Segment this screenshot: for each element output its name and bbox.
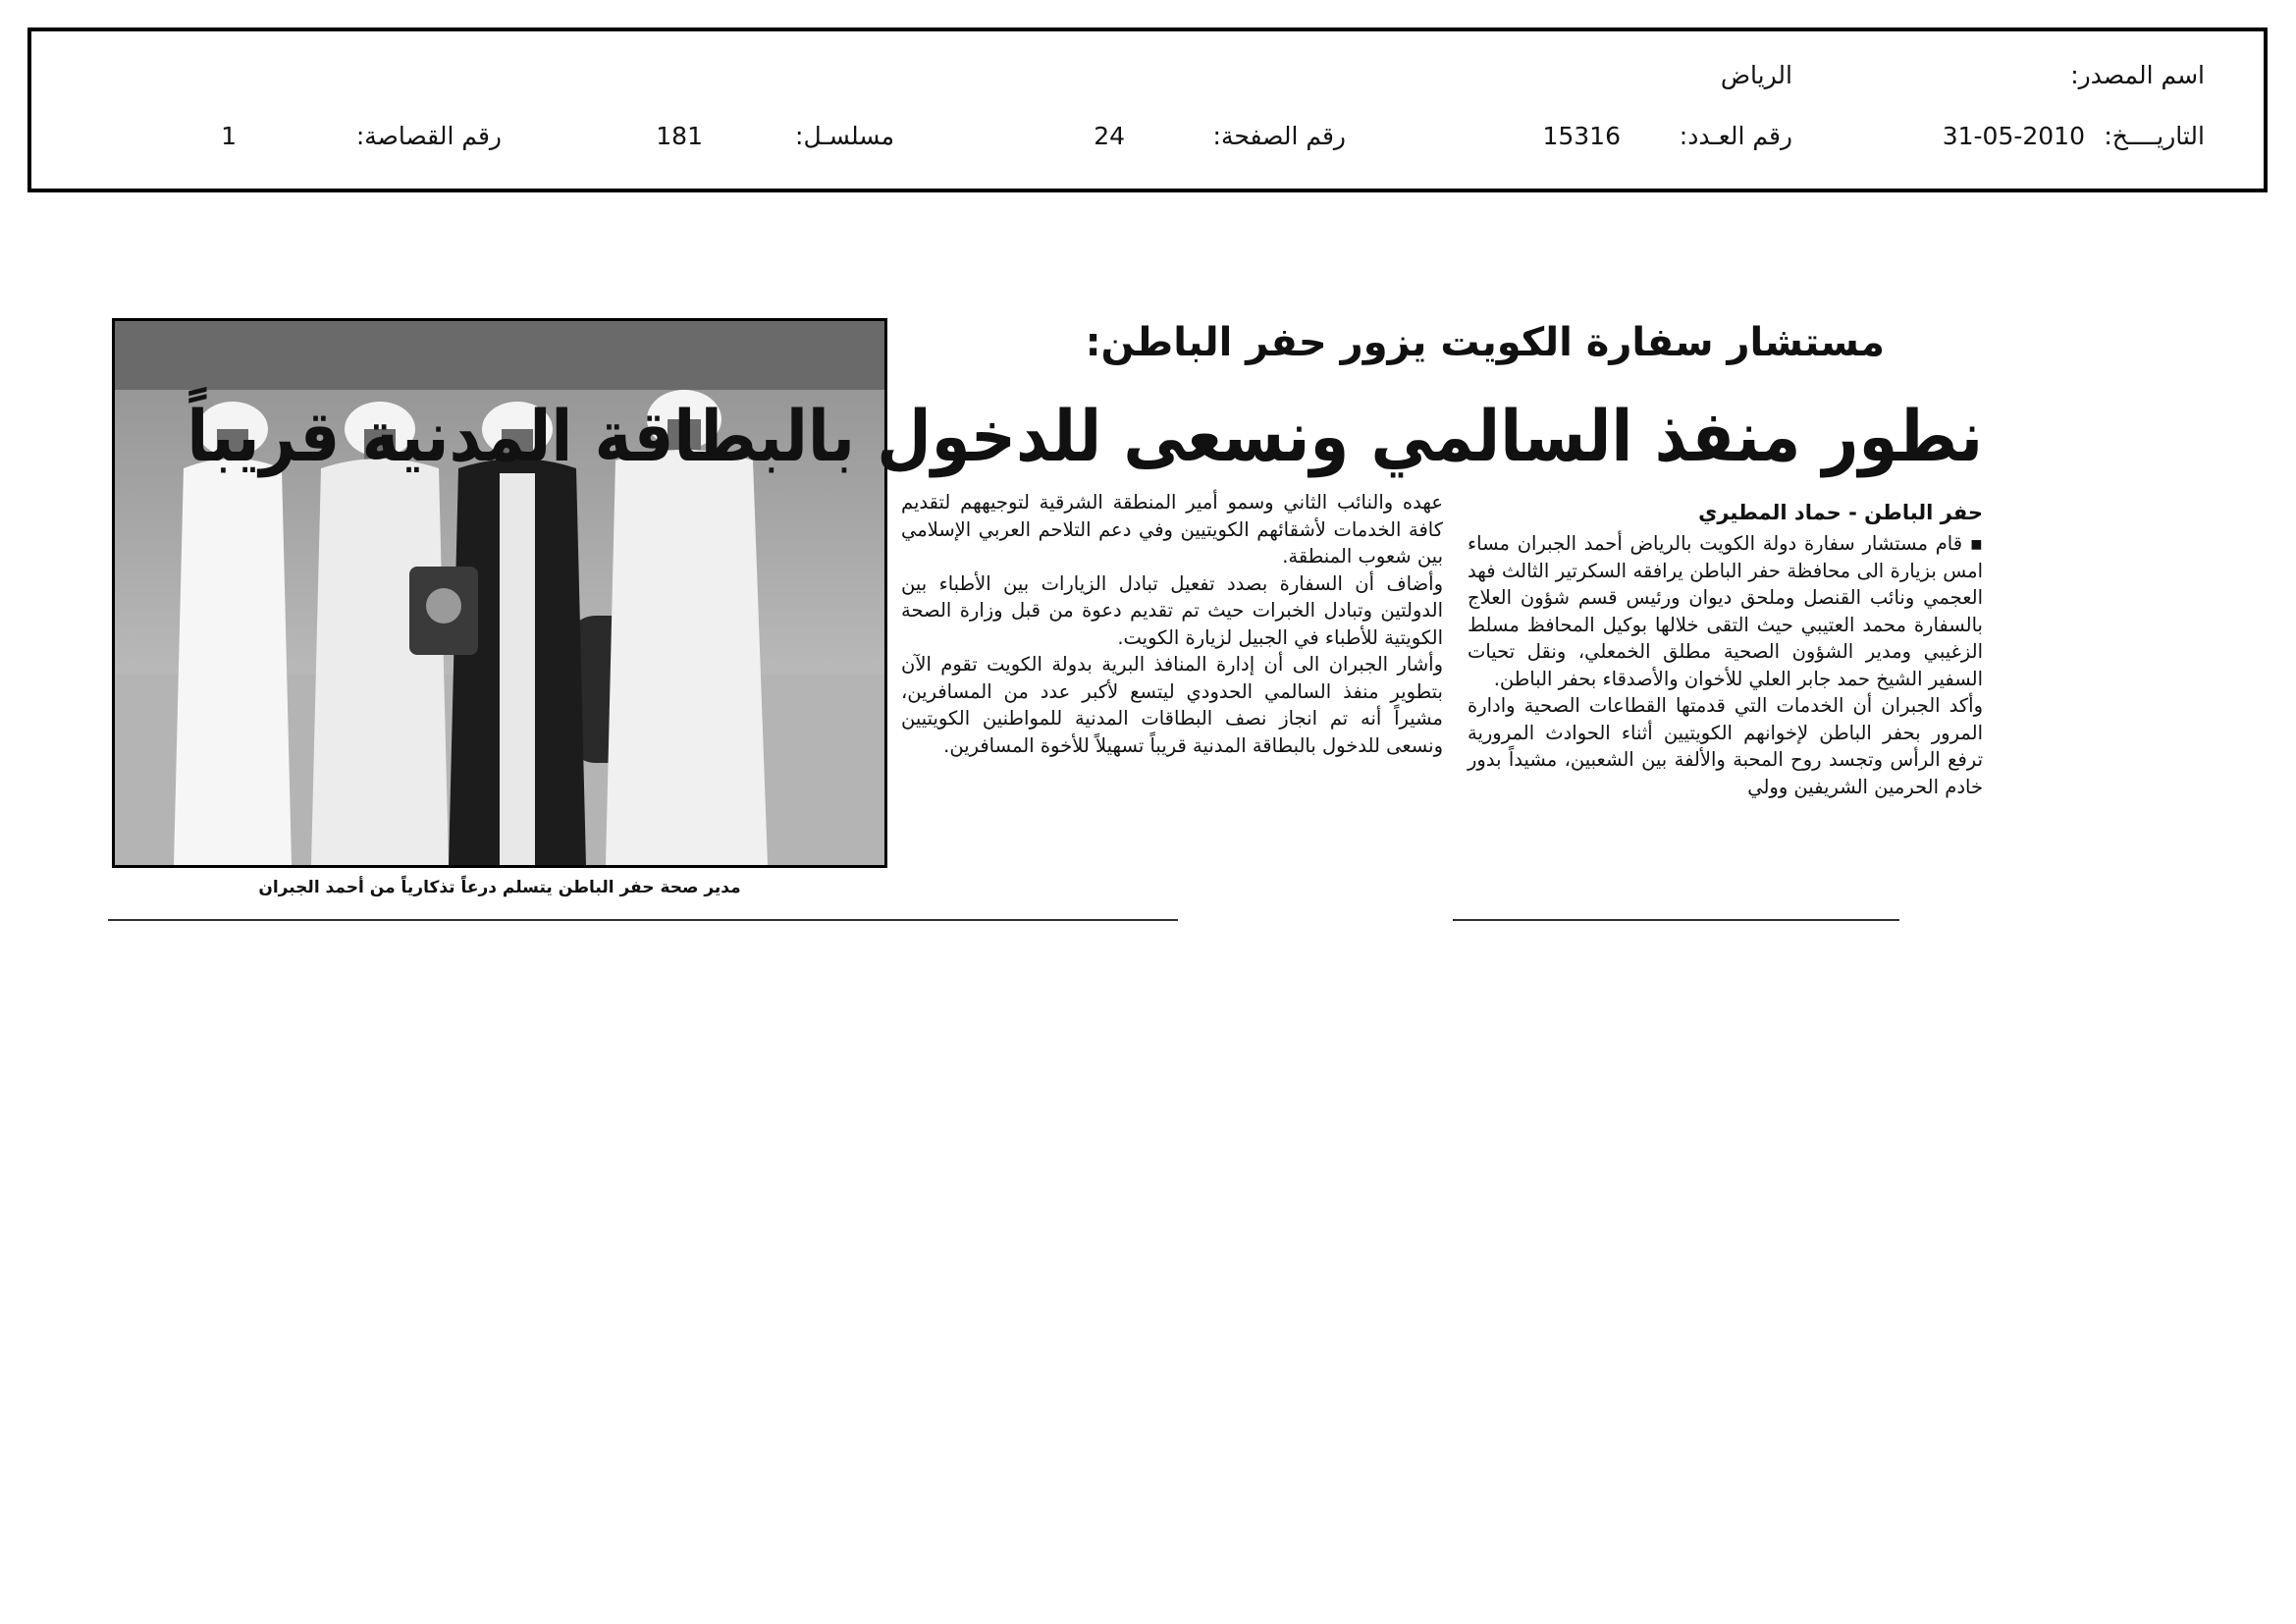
paragraph: وأكد الجبران أن الخدمات التي قدمتها القطاعات الصحية وادارة المرور بحفر الباطن لإخوانهم الكويتيين أثناء الحوادث المرورية ترفع الرأس وتجسد روح المحبة والألفة بين الشعبين، مشيداً بدور خادم الحرمين الشريفين وولي [1468, 694, 1983, 798]
issue-label: رقم العـدد: [1679, 122, 1792, 150]
paragraph: ▪ قام مستشار سفارة دولة الكويت بالرياض أحمد الجبران مساء امس بزيارة الى محافظة حفر الباطن يرافقه السكرتير الثالث فهد العجمي ونائب القنصل وملحق ديوان ورئيس قسم شؤون العلاج بالسفارة محمد العتيبي حيث التقى خلالها بوكيل المحافظ مسلط الزغيبي ومدير الشؤون الصحية مطلق الخمعلي، ونقل تحيات السفير الشيخ حمد جابر العلي للأخوان والأصدقاء بحفر الباطن. [1468, 532, 1983, 690]
paragraph: وأشار الجبران الى أن إدارة المنافذ البرية بدولة الكويت تقوم الآن بتطوير منفذ السالمي الحدودي ليتسع لأكبر عدد من المسافرين، مشيراً أنه تم انجاز نصف البطاقات المدنية للمواطنين الكويتيين ونسعى للدخول بالبطاقة المدنية قريباً تسهيلاً للأخوة المسافرين. [901, 653, 1443, 757]
bottom-rule [108, 919, 1178, 921]
metadata-box [27, 27, 2268, 192]
clip-label: رقم القصاصة: [355, 122, 502, 150]
bottom-rule [1453, 919, 1899, 921]
byline: حفر الباطن - حماد المطيري [1698, 501, 1983, 524]
kicker: مستشار سفارة الكويت يزور حفر الباطن: [1085, 320, 1885, 365]
clip-value: 1 [221, 122, 237, 150]
serial-label: مسلسـل: [795, 122, 894, 150]
issue-value: 15316 [1542, 122, 1621, 150]
newspaper-clipping [108, 314, 2002, 943]
article-column-left [901, 489, 1443, 759]
page-value: 24 [1094, 122, 1125, 150]
date-value: 31-05-2010 [1942, 122, 2085, 150]
source-label: اسم المصدر: [2070, 61, 2205, 89]
headline: نطور منفذ السالمي ونسعى للدخول بالبطاقة المدنية قريباً [187, 397, 1983, 478]
paragraph: وأضاف أن السفارة بصدد تفعيل تبادل الزيارات بين الأطباء بين الدولتين وتبادل الخبرات حيث تم تقديم دعوة من قبل وزارة الصحة الكويتية للأطباء في الجبيل لزيارة الكويت. [901, 571, 1443, 649]
page-label: رقم الصفحة: [1212, 122, 1346, 150]
photo-caption: مدير صحة حفر الباطن يتسلم درعاً تذكارياً من أحمد الجبران [258, 878, 741, 897]
paragraph: عهده والنائب الثاني وسمو أمير المنطقة الشرقية لتوجيههم لتقديم كافة الخدمات لأشقائهم الكويتيين وفي دعم التلاحم العربي الإسلامي بين شعوب المنطقة. [901, 491, 1443, 568]
date-label: التاريــــخ: [2104, 122, 2205, 150]
source-value: الرياض [1720, 61, 1792, 89]
serial-value: 181 [656, 122, 703, 150]
article-column-right [1468, 530, 1983, 800]
